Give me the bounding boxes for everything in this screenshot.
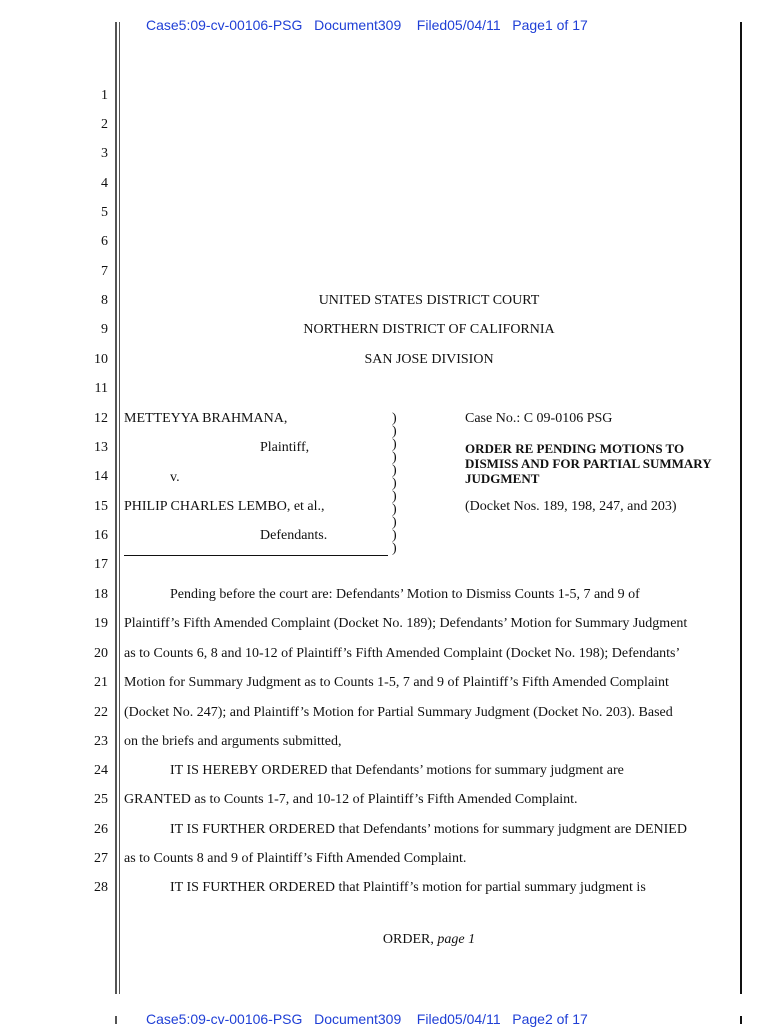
body-line: Motion for Summary Judgment as to Counts 1-5, 7 and 9 of Plaintiff’s Fifth Amended Complaint	[124, 675, 669, 690]
plaintiff-name: METTEYYA BRAHMANA,	[124, 411, 288, 426]
line-number: 10	[94, 352, 108, 367]
caption-underline	[124, 555, 388, 556]
line-number: 9	[101, 322, 108, 337]
body-line: GRANTED as to Counts 1-7, and 10-12 of Plaintiff’s Fifth Amended Complaint.	[124, 792, 578, 807]
caption-paren: )	[392, 489, 397, 504]
ecf-header-next-page: Case5:09-cv-00106-PSG Document309 Filed05/04/11 Page2 of 17	[146, 1011, 588, 1027]
line-number: 22	[94, 705, 108, 720]
footer-page: page 1	[437, 932, 476, 947]
line-number: 8	[101, 293, 108, 308]
court-district: NORTHERN DISTRICT OF CALIFORNIA	[303, 322, 555, 337]
line-number: 3	[101, 146, 108, 161]
line-number: 23	[94, 734, 108, 749]
order-title-line1: ORDER RE PENDING MOTIONS TO	[465, 441, 685, 456]
body-line: (Docket No. 247); and Plaintiff’s Motion for Partial Summary Judgment (Docket No. 203). Based	[124, 705, 673, 720]
line-number: 25	[94, 792, 108, 807]
caption-paren: )	[392, 463, 397, 478]
line-number: 14	[94, 469, 108, 484]
line-number: 19	[94, 616, 108, 631]
plaintiff-role: Plaintiff,	[260, 440, 310, 455]
body-line: as to Counts 8 and 9 of Plaintiff’s Fifth Amended Complaint.	[124, 851, 467, 866]
defendant-role: Defendants.	[260, 528, 328, 543]
line-number: 20	[94, 646, 108, 661]
versus: v.	[170, 470, 180, 485]
order-title-line2: DISMISS AND FOR PARTIAL SUMMARY	[465, 456, 712, 471]
caption-paren: )	[392, 450, 397, 465]
line-number: 4	[101, 176, 108, 191]
line-number: 18	[94, 587, 108, 602]
left-margin-rule-inner	[119, 22, 120, 994]
caption-paren: )	[392, 424, 397, 439]
line-number: 5	[101, 205, 108, 220]
line-number: 27	[94, 851, 108, 866]
body-line: IT IS FURTHER ORDERED that Plaintiff’s motion for partial summary judgment is	[170, 880, 646, 895]
line-number: 12	[94, 411, 108, 426]
line-number: 21	[94, 675, 108, 690]
footer-label: ORDER,	[382, 932, 434, 947]
left-margin-rule	[115, 22, 117, 994]
body-line: IT IS FURTHER ORDERED that Defendants’ motions for summary judgment are DENIED	[170, 822, 687, 837]
page-footer	[124, 932, 734, 948]
line-number: 7	[101, 264, 108, 279]
line-number: 15	[94, 499, 108, 514]
ecf-header: Case5:09-cv-00106-PSG Document309 Filed05/04/11 Page1 of 17	[146, 17, 588, 33]
court-division: SAN JOSE DIVISION	[364, 352, 494, 367]
order-title-line3: JUDGMENT	[465, 471, 540, 486]
line-number: 2	[101, 117, 108, 132]
body-line: Pending before the court are: Defendants’ Motion to Dismiss Counts 1-5, 7 and 9 of	[170, 587, 640, 602]
line-number: 24	[94, 763, 108, 778]
caption-paren: )	[392, 476, 397, 491]
body-line: on the briefs and arguments submitted,	[124, 734, 342, 749]
defendant-name: PHILIP CHARLES LEMBO, et al.,	[124, 499, 325, 514]
line-number: 17	[94, 557, 108, 572]
caption-paren: )	[392, 528, 397, 543]
caption-paren: )	[392, 541, 397, 556]
right-margin-rule	[740, 22, 742, 994]
line-number: 28	[94, 880, 108, 895]
line-number: 26	[94, 822, 108, 837]
body-line: as to Counts 6, 8 and 10-12 of Plaintiff’s Fifth Amended Complaint (Docket No. 198); Defendants’	[124, 646, 681, 661]
line-number: 16	[94, 528, 108, 543]
line-number: 11	[94, 381, 108, 396]
case-number: Case No.: C 09-0106 PSG	[465, 411, 613, 426]
caption-paren: )	[392, 515, 397, 530]
body-line: IT IS HEREBY ORDERED that Defendants’ motions for summary judgment are	[170, 763, 624, 778]
line-number: 6	[101, 234, 108, 249]
line-number: 1	[101, 88, 108, 103]
caption-paren: )	[392, 502, 397, 517]
next-page-left-rule	[115, 1016, 117, 1024]
body-line: Plaintiff’s Fifth Amended Complaint (Docket No. 189); Defendants’ Motion for Summary Judgment	[124, 616, 688, 631]
docket-reference: (Docket Nos. 189, 198, 247, and 203)	[465, 499, 677, 514]
line-number: 13	[94, 440, 108, 455]
next-page-right-rule	[740, 1016, 742, 1024]
caption-paren: )	[392, 437, 397, 452]
caption-paren: )	[392, 411, 397, 426]
court-name: UNITED STATES DISTRICT COURT	[318, 293, 540, 308]
